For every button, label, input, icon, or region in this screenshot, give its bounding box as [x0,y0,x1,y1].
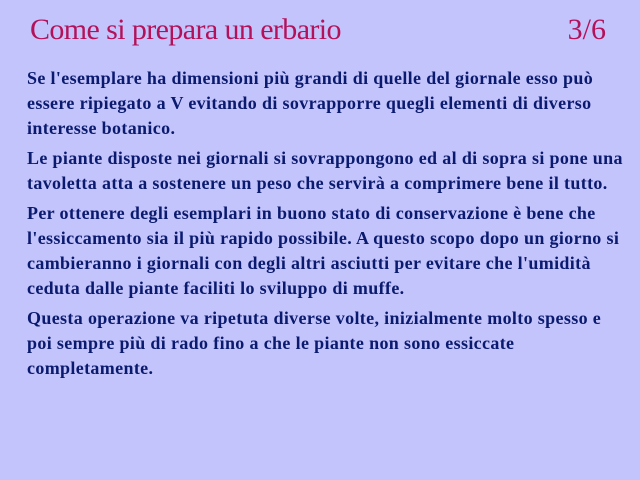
slide-body [27,66,627,386]
paragraph-repetition: Questa operazione va ripetuta diverse volte, inizialmente molto spesso e poi sempre più di rado fino a che le piante non sono essiccate completamente. [27,308,602,378]
paragraph-folding: Se l'esemplare ha dimensioni più grandi di quelle del giornale esso può essere ripiegato a V evitando di sovrapporre quegli elementi di diverso interesse botanico. [27,68,594,138]
slide-title: Come si prepara un erbario [30,13,341,46]
paragraph-pressing: Le piante disposte nei giornali si sovrappongono ed al di sopra si pone una tavoletta atta a sostenere un peso che servirà a comprimere bene il tutto. [27,148,623,193]
page-number: 3/6 [567,13,606,46]
paragraph-drying: Per ottenere degli esemplari in buono stato di conservazione è bene che l'essiccamento sia il più rapido possibile. A questo scopo dopo un giorno si cambieranno i giornali con degli altri asciutti per evitare che l'umidità ceduta dalle piante faciliti lo sviluppo di muffe. [27,203,620,298]
